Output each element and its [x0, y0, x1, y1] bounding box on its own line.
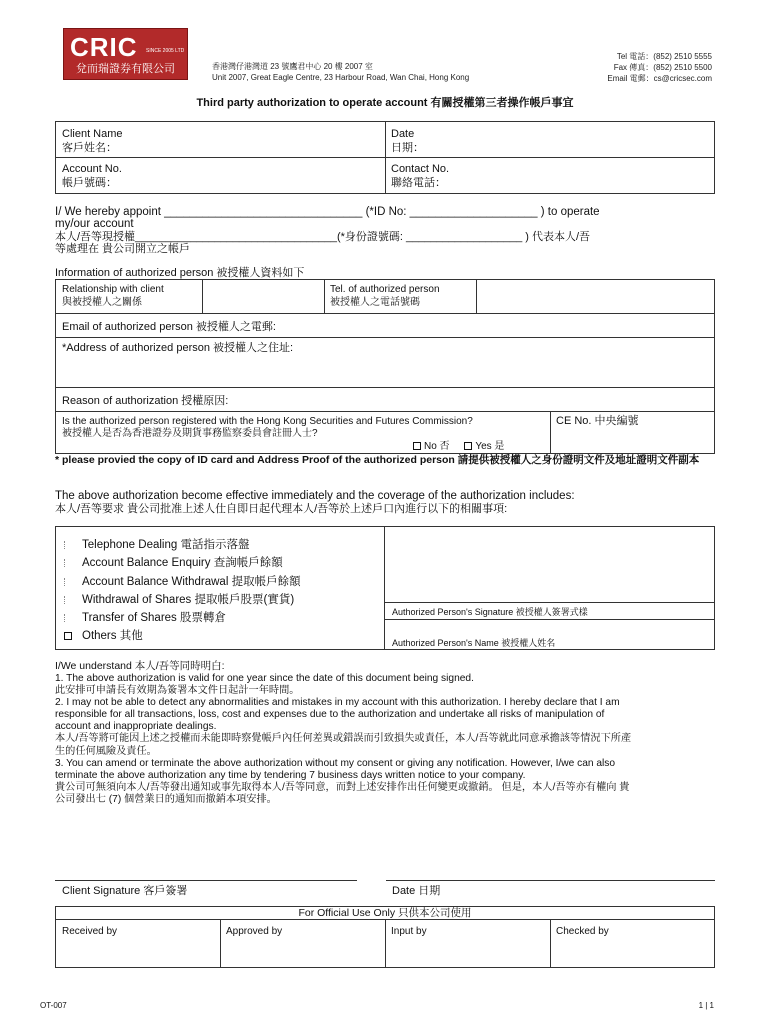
- understand-line: 3. You can amend or terminate the above authorization without my consent or giving any notification. However, I/we can also: [55, 757, 616, 769]
- page-number: 1 | 1: [698, 1001, 714, 1010]
- signature-date-label: Date 日期: [392, 885, 441, 897]
- contact-tel: Tel 電話：(852) 2510 5555: [616, 52, 712, 61]
- received-by-label: Received by: [62, 926, 118, 937]
- id-proof-note: * please provied the copy of ID card and Address Proof of the authorized person 請提供被授權人之身份證明文件及地址證明文件副本: [55, 454, 700, 466]
- contact-no-field[interactable]: [385, 160, 714, 192]
- registered-options: [407, 438, 547, 455]
- understand-terms: [55, 673, 720, 806]
- appoint-line-3: 本人/吾等現授權_________________________________(*身份證號碼: ___________________ ) 代表本人/吾: [55, 231, 591, 243]
- auth-tel-label-cell: [324, 281, 476, 311]
- appoint-line-1: I/ We hereby appoint _______________________________ (*ID No: ____________________ ) to operate: [55, 206, 600, 218]
- relationship-input[interactable]: [202, 280, 324, 313]
- auth-tel-label: Tel. of authorized person: [330, 284, 440, 295]
- yes-label: Yes 是: [475, 441, 505, 452]
- client-name-field[interactable]: [56, 125, 385, 157]
- relationship-label-cn: 與被授權人之關係: [62, 297, 142, 308]
- appoint-line-4: 等處理在 貴公司開立之帳戶: [55, 243, 191, 255]
- coverage-checkbox[interactable]: [64, 614, 72, 622]
- coverage-checkbox[interactable]: [64, 632, 72, 640]
- coverage-checkbox[interactable]: [64, 596, 72, 604]
- contact-no-label: Contact No.: [391, 163, 450, 175]
- input-by-label: Input by: [391, 926, 427, 937]
- checked-by-field[interactable]: [550, 923, 714, 967]
- reason-field[interactable]: [56, 392, 714, 410]
- relationship-label: Relationship with client: [62, 284, 164, 295]
- coverage-table: [55, 526, 715, 650]
- understand-line: 本人/吾等將可能因上述之授權而未能即時察覺帳戶內任何差異或錯誤而引致損失或責任，本人/吾等就此同意承擔該等情況下所產: [55, 733, 632, 745]
- coverage-intro-cn: 本人/吾等要求 貴公司批准上述人仕自即日起代理本人/吾等於上述戶口內進行以下的相關事項:: [55, 503, 508, 515]
- understand-line: 1. The above authorization is valid for one year since the date of this document being signed.: [55, 673, 474, 684]
- company-contact: [607, 51, 712, 84]
- appoint-line-2: my/our account: [55, 218, 134, 230]
- client-signature-label: Client Signature 客戶簽署: [62, 885, 188, 897]
- auth-email-label: Email of authorized person 被授權人之電郵:: [62, 321, 276, 333]
- date-label-cn: 日期：: [391, 142, 424, 154]
- understand-line: account and inappropriate dealings.: [55, 721, 217, 733]
- approved-by-field[interactable]: [220, 923, 385, 967]
- coverage-item-label: Account Balance Withdrawal 提取帳戶餘額: [82, 575, 301, 588]
- coverage-item-label: Others 其他: [82, 630, 143, 643]
- ce-no-field[interactable]: [550, 412, 714, 452]
- auth-email-field[interactable]: [56, 318, 714, 336]
- coverage-item-label: Withdrawal of Shares 提取帳戶股票(實貨): [82, 593, 295, 606]
- coverage-item-label: Account Balance Enquiry 查詢帳戶餘額: [82, 557, 283, 570]
- yes-option[interactable]: [464, 441, 504, 452]
- understand-line: 生的任何風險及責任。: [55, 745, 157, 757]
- auth-name-label: Authorized Person's Name 被授權人姓名: [392, 638, 556, 648]
- official-use-table: [55, 906, 715, 968]
- auth-address-field[interactable]: [56, 339, 714, 387]
- understand-line: responsible for all transactions, loss, cost and expenses due to the authorization and undertake all risks of manipulation of: [55, 709, 605, 721]
- understand-line: terminate the above authorization any time by tendering 7 business days written notice to your company.: [55, 769, 526, 781]
- coverage-item-label: Transfer of Shares 股票轉倉: [82, 612, 227, 625]
- auth-tel-label-cn: 被授權人之電話號碼: [330, 297, 420, 308]
- address-english: Unit 2007, Great Eagle Centre, 23 Harbour Road, Wan Chai, Hong Kong: [212, 73, 470, 82]
- client-name-label-cn: 客戶姓名：: [62, 142, 117, 154]
- no-checkbox[interactable]: [413, 442, 421, 450]
- account-no-field[interactable]: [56, 160, 385, 192]
- company-logo: [63, 28, 188, 80]
- date-label: Date: [391, 128, 415, 140]
- registered-question-en: Is the authorized person registered with the Hong Kong Securities and Futures Commission?: [62, 416, 473, 427]
- contact-fax: Fax 傳真：(852) 2510 5500: [613, 63, 712, 72]
- understand-line: 貴公司可無須向本人/吾等發出通知或事先取得本人/吾等同意，而對上述安排作出任何變更或撤銷。 但是，本人/吾等亦有權向 貴: [55, 781, 630, 793]
- checked-by-label: Checked by: [556, 926, 609, 937]
- contact-email: Email 電郵：cs@cricsec.com: [607, 74, 712, 83]
- client-name-label: Client Name: [62, 128, 123, 140]
- understand-line: 2. I may not be able to detect any abnormalities and mistakes in my account with this authorization. I hereby declare that I am: [55, 697, 620, 709]
- coverage-item[interactable]: [64, 573, 379, 591]
- understand-heading: I/We understand 本人/吾等同時明白:: [55, 660, 225, 672]
- coverage-item[interactable]: [64, 536, 379, 554]
- coverage-item[interactable]: [64, 609, 379, 627]
- logo-chinese-name: 兌而瑞證券有限公司: [76, 63, 175, 75]
- input-by-field[interactable]: [385, 923, 550, 967]
- account-no-label-cn: 帳戶號碼：: [62, 177, 117, 189]
- contact-no-label-cn: 聯絡電話：: [391, 177, 446, 189]
- logo-subtext: SINCE 2005 LTD: [146, 48, 185, 54]
- relationship-label-cell: [56, 281, 202, 311]
- no-label: No 否: [424, 441, 450, 452]
- coverage-intro: The above authorization become effective immediately and the coverage of the authorization includes:: [55, 490, 575, 502]
- coverage-item-label: Telephone Dealing 電話指示落盤: [82, 539, 250, 551]
- address-chinese: 香港灣仔港灣道 23 號鷹君中心 20 樓 2007 室: [212, 62, 373, 71]
- auth-tel-input[interactable]: [476, 280, 714, 313]
- auth-person-table: [55, 279, 715, 454]
- approved-by-label: Approved by: [226, 926, 283, 937]
- coverage-checkbox[interactable]: [64, 559, 72, 567]
- client-info-table: [55, 121, 715, 194]
- coverage-item[interactable]: [64, 627, 379, 645]
- coverage-checkbox[interactable]: [64, 578, 72, 586]
- coverage-item[interactable]: [64, 591, 379, 609]
- understand-line: 公司發出七 (7) 個營業日的通知而撤銷本項安排。: [55, 793, 277, 805]
- coverage-item[interactable]: [64, 554, 379, 572]
- date-field[interactable]: [385, 125, 714, 157]
- registered-question-cn: 被授權人是否為香港證券及期貨事務監察委員會註冊人士?: [62, 428, 318, 439]
- received-by-field[interactable]: [56, 923, 220, 967]
- no-option[interactable]: [413, 441, 450, 452]
- coverage-list: [64, 536, 379, 646]
- auth-info-heading: Information of authorized person 被授權人資料如下: [55, 267, 305, 279]
- account-no-label: Account No.: [62, 163, 122, 175]
- auth-signature-label: Authorized Person's Signature 被授權人簽署式樣: [392, 607, 588, 617]
- auth-address-label: *Address of authorized person 被授權人之住址:: [62, 342, 294, 354]
- form-title: Third party authorization to operate account 有關授權第三者操作帳戶事宜: [196, 97, 574, 109]
- reason-label: Reason of authorization 授權原因:: [62, 395, 229, 407]
- understand-line: 此安排可申請長有效期為簽署本文件日起計一年時間。: [55, 685, 300, 697]
- logo-text: CRIC: [70, 32, 138, 62]
- yes-checkbox[interactable]: [464, 442, 472, 450]
- form-code: OT-007: [40, 1001, 67, 1010]
- company-address: [212, 61, 469, 83]
- ce-no-label: CE No. 中央編號: [556, 415, 639, 427]
- official-use-heading: For Official Use Only 只供本公司使用: [298, 907, 472, 919]
- coverage-checkbox[interactable]: [64, 541, 72, 549]
